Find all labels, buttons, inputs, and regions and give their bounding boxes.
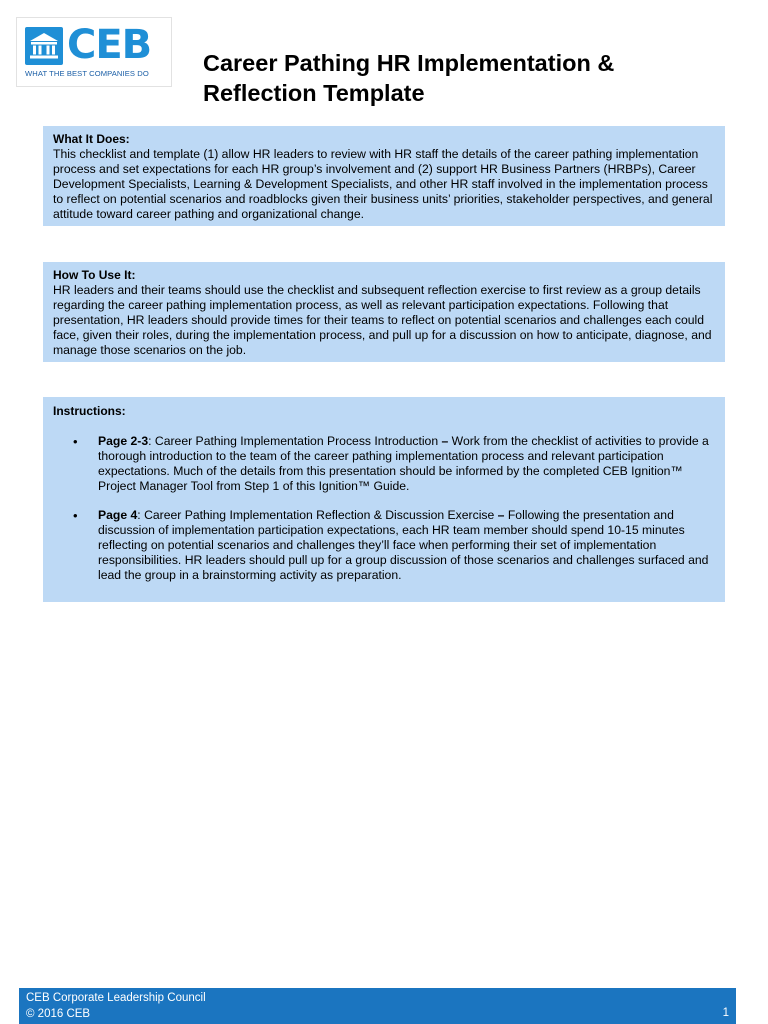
ceb-logo [16,17,172,87]
how-to-use-body: HR leaders and their teams should use the checklist and subsequent reflection exercise to first review as a group details regarding the career pathing implementation process, as well as relevant participation expectations. Following that presentation, HR leaders should provide times for their teams to reflect on potential scenarios and challenges each could face, given their roles, during the implementation process, and pull up for a discussion on how to anticipate, diagnose, and manage those scenarios on the job. [53,283,712,357]
instruction-topic: Career Pathing Implementation Process Introduction [154,434,439,448]
what-it-does-heading: What It Does: [53,132,130,146]
footer-copyright: © 2016 CEB [26,1008,91,1020]
instruction-item [53,508,716,583]
building-icon [25,27,63,65]
instruction-text: Following the presentation and discussion of implementation participation expectations, each HR team member should spend 10-15 minutes reflecting on potential scenarios and challenges they’ll face when performing their set of implementation responsibilities. HR leaders should pull up for a group discussion of those scenarios and challenges surfaced and lead the group in a brainstorming activity as preparation. [98,508,709,582]
footer-page-number: 1 [722,1007,729,1019]
instruction-item [53,434,716,494]
how-to-use-heading: How To Use It: [53,268,136,282]
instructions-heading: Instructions: [53,404,126,418]
bullet-icon: • [73,434,78,449]
instruction-dash: – [494,508,508,522]
what-it-does-box [43,126,725,226]
bullet-icon: • [73,508,78,523]
page-title [203,48,723,108]
instructions-list [53,434,716,583]
instruction-dash: – [438,434,452,448]
logo-wordmark: CEB [67,22,152,68]
instruction-separator: : [137,508,145,522]
title-line-1: Career Pathing HR Implementation & [203,50,615,76]
instruction-topic: Career Pathing Implementation Reflection & Discussion Exercise [144,508,495,522]
instruction-text: Work from the checklist of activities to provide a thorough introduction to the team of the career pathing implementation process and relevant participation expectations. Much of the details from this presentation should be informed by the completed CEB Ignition™ Project Manager Tool from Step 1 of this Ignition™ Guide. [98,434,709,493]
instruction-separator: : [148,434,155,448]
title-line-2: Reflection Template [203,80,425,106]
how-to-use-box [43,262,725,362]
what-it-does-body: This checklist and template (1) allow HR leaders to review with HR staff the details of the career pathing implementation process and set expectations for each HR group’s involvement and (2) support HR Business Partners (HRBPs), Career Development Specialists, Learning & Development Specialists, and other HR staff involved in the implementation process to reflect on potential scenarios and roadblocks given their business units’ priorities, stakeholder perspectives, and general attitude toward career pathing and organizational change. [53,147,713,221]
instruction-page-label: Page 2-3 [98,434,149,448]
instructions-box [43,397,725,602]
instruction-page-label: Page 4 [98,508,138,522]
footer-organization: CEB Corporate Leadership Council [26,992,206,1004]
logo-tagline: WHAT THE BEST COMPANIES DO [25,69,149,78]
page-footer [19,988,736,1024]
